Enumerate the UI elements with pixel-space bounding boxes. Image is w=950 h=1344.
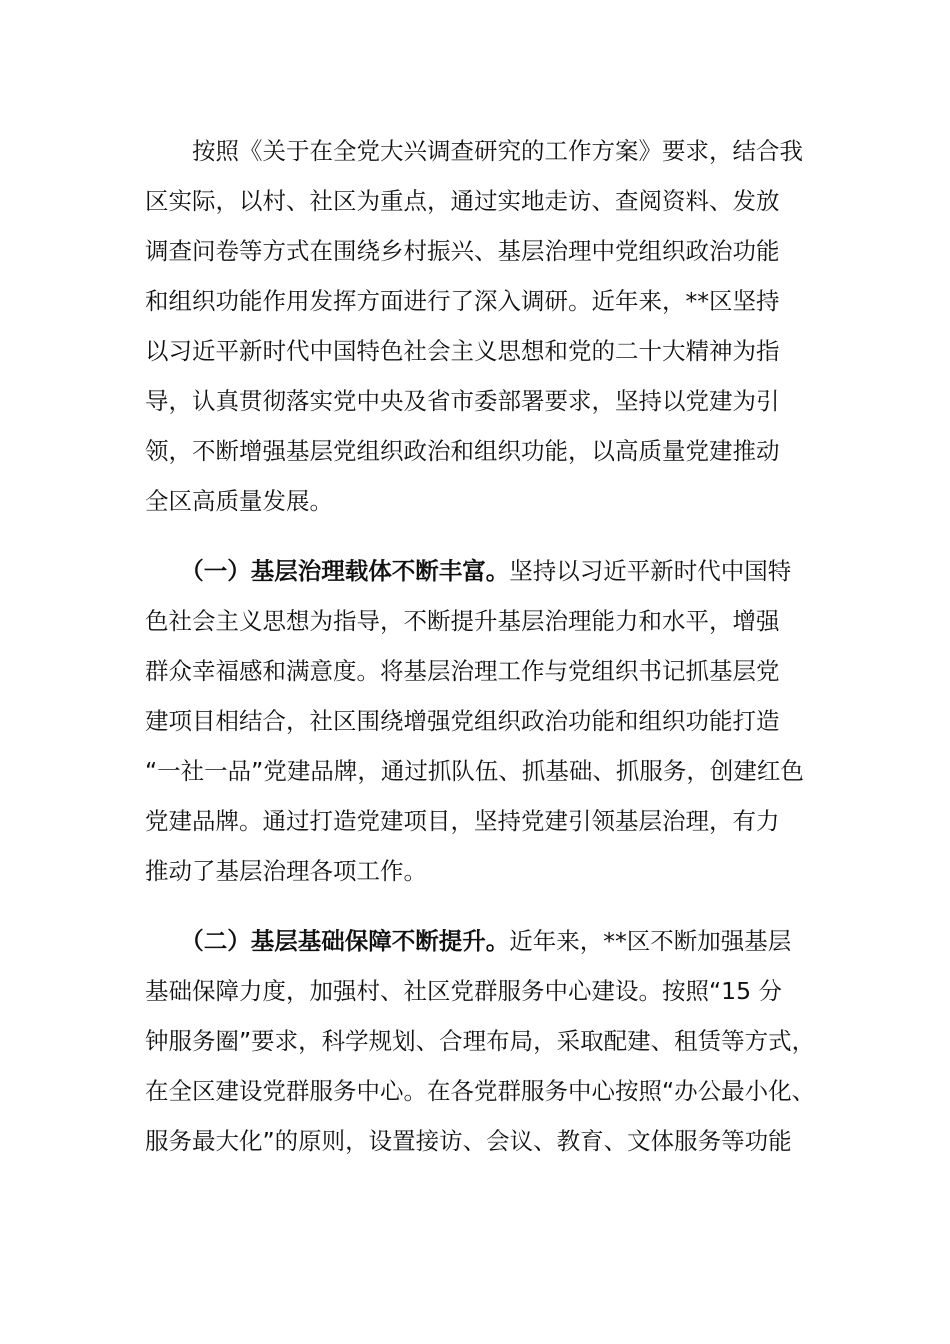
text-run: 坚持以习近平新时代中国特 <box>509 557 792 585</box>
text-line: 党建品牌。通过打造党建项目，坚持党建引领基层治理，有力 <box>145 807 780 835</box>
section-two-paragraph <box>145 916 825 1166</box>
text-run: 近年来，**区不断加强基层 <box>509 927 792 955</box>
section-heading: （二）基层基础保障不断提升。 <box>145 927 510 955</box>
text-line: 群众幸福感和满意度。将基层治理工作与党组织书记抓基层党 <box>145 657 780 685</box>
text-line <box>145 546 825 596</box>
text-line: 和组织功能作用发挥方面进行了深入调研。近年来，**区坚持 <box>145 287 780 315</box>
text-line: “一社一品”党建品牌，通过抓队伍、抓基础、抓服务，创建红色 <box>145 757 804 785</box>
text-line: 按照《关于在全党大兴调查研究的工作方案》要求，结合我 <box>145 137 803 165</box>
section-one-paragraph <box>145 546 825 896</box>
text-line: 领，不断增强基层党组织政治和组织功能，以高质量党建推动 <box>145 437 780 465</box>
text-line: 导，认真贯彻落实党中央及省市委部署要求，坚持以党建为引 <box>145 387 780 415</box>
text-line: 建项目相结合，社区围绕增强党组织政治功能和组织功能打造 <box>145 707 780 735</box>
text-line: 推动了基层治理各项工作。 <box>145 857 427 885</box>
text-line: 区实际，以村、社区为重点，通过实地走访、查阅资料、发放 <box>145 187 780 215</box>
text-line: 以习近平新时代中国特色社会主义思想和党的二十大精神为指 <box>145 337 780 365</box>
text-line: 在全区建设党群服务中心。在各党群服务中心按照“办公最小化、 <box>145 1077 816 1105</box>
section-heading: （一）基层治理载体不断丰富。 <box>145 557 510 585</box>
text-line: 全区高质量发展。 <box>145 487 333 515</box>
text-line: 调查问卷等方式在围绕乡村振兴、基层治理中党组织政治功能 <box>145 237 780 265</box>
text-line: 基础保障力度，加强村、社区党群服务中心建设。按照“15 分 <box>145 977 783 1005</box>
text-line: 色社会主义思想为指导，不断提升基层治理能力和水平，增强 <box>145 607 780 635</box>
text-line: 服务最大化”的原则，设置接访、会议、教育、文体服务等功能 <box>145 1127 792 1155</box>
intro-paragraph <box>145 126 825 526</box>
text-line: 钟服务圈”要求，科学规划、合理布局，采取配建、租赁等方式， <box>145 1027 816 1055</box>
text-line <box>145 916 825 966</box>
